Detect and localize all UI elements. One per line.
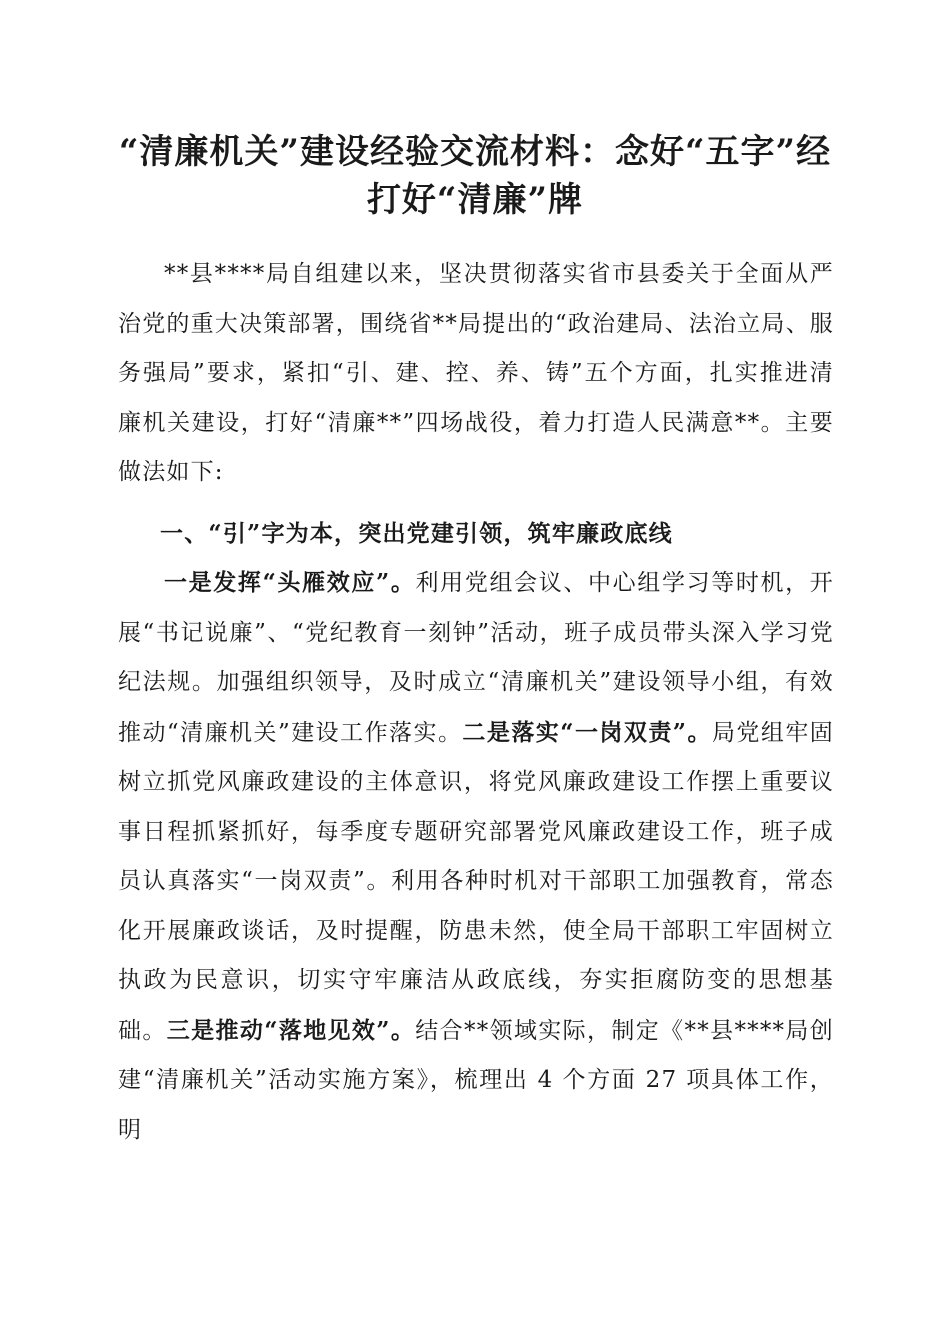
point-1-text: 利用党组会议、中心组学习等时机，开展“书记说廉”、“党纪教育一刻钟”活动，班子成员带头深入学习党纪法规。加强组织领导，及时成立“清廉机关”建设领导小组，有效推动“清廉机关”建设工作落实。 (118, 570, 834, 746)
point-2-heading: 二是落实“一岗双责”。 (462, 718, 712, 746)
point-1-heading: 一是发挥“头雁效应”。 (164, 569, 416, 596)
point-3-text: 结合**领域实际，制定《**县****局创建“清廉机关”活动实施方案》，梳理出 4 个方面 27 项具体工作，明 (118, 1017, 834, 1143)
point-3-heading: 三是推动“落地见效”。 (166, 1016, 416, 1044)
section-paragraph (118, 558, 834, 1155)
section-heading: 一、“引”字为本，突出党建引领，筑牢廉政底线 (160, 520, 673, 547)
point-2-text: 局党组牢固树立抓党风廉政建设的主体意识，将党风廉政建设工作摆上重要议事日程抓紧抓好，每季度专题研究部署党风廉政建设工作，班子成员认真落实“一岗双责”。利用各种时机对干部职工加强教育，常态化开展廉政谈话，及时提醒，防患未然，使全局干部职工牢固树立执政为民意识，切实守牢廉洁从政底线，夯实拒腐防变的思想基础。 (118, 719, 834, 1044)
intro-paragraph: **县****局自组建以来，坚决贯彻落实省市县委关于全面从严治党的重大决策部署，围绕省**局提出的“政治建局、法治立局、服务强局”要求，紧扣“引、建、控、养、铸”五个方面，扎实推进清廉机关建设，打好“清廉**”四场战役，着力打造人民满意**。主要做法如下: (118, 261, 834, 485)
document-title: “清廉机关”建设经验交流材料：念好“五字”经 打好“清廉”牌 (118, 132, 832, 220)
